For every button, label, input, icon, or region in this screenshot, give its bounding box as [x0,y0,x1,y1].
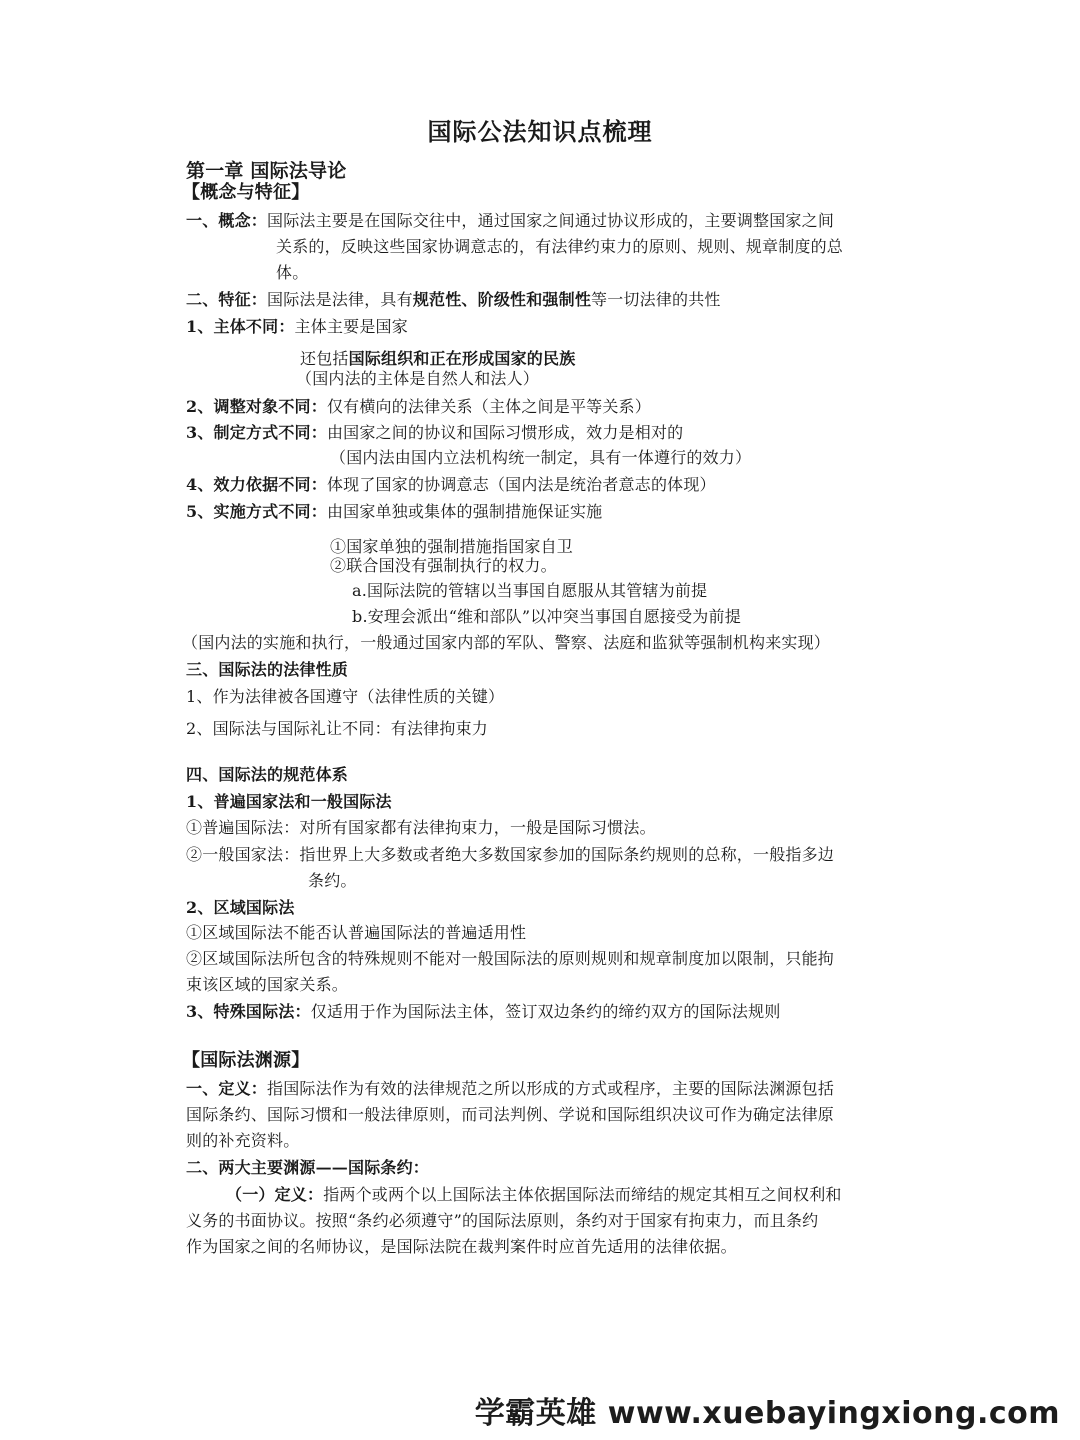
definition-line-3: 则的补充资料。 [186,1131,300,1150]
feature-1-sub [300,348,575,370]
feature-2-label: 2、调整对象不同： [186,397,327,416]
treaty-text-1: 指两个或两个以上国际法主体依据国际法而缔结的规定其相互之间权利和 [323,1185,842,1204]
feature-2 [186,396,651,418]
nature-item-1: 1、作为法律被各国遵守（法律性质的关键） [186,687,505,706]
feature-3 [186,422,683,444]
concept-label: 一、概念： [186,211,268,230]
feature-5-sub-1: ①国家单独的强制措施指国家自卫 [330,537,574,556]
system-1-item-b-2: 条约。 [308,871,357,890]
system-2-heading: 2、区域国际法 [186,898,295,917]
sources-heading: 二、两大主要渊源——国际条约： [186,1158,430,1177]
feature-1-sub-bold: 国际组织和正在形成国家的民族 [348,349,576,368]
feature-5-sub-a: a.国际法院的管辖以当事国自愿服从其管辖为前提 [352,581,708,600]
feature-label: 二、特征： [186,290,268,309]
definition-label: 一、定义： [186,1079,268,1098]
system-2-item-b-2: 束该区域的国家关系。 [186,975,349,994]
nature-heading: 三、国际法的法律性质 [186,660,349,679]
system-3-text: 仅适用于作为国际法主体，签订双边条约的缔约双方的国际法规则 [310,1002,781,1021]
treaty-label: （一）定义： [226,1185,324,1204]
system-2-item-b-1: ②区域国际法所包含的特殊规则不能对一般国际法的原则规则和规章制度加以限制，只能拘 [186,949,835,968]
feature-5-label: 5、实施方式不同： [186,502,327,521]
watermark-text: 学霸英雄 www.xuebayingxiong.com [474,1396,1060,1431]
concept-text-1: 国际法主要是在国际交往中，通过国家之间通过协议形成的，主要调整国家之间 [267,211,835,230]
feature-1-sub-pre: 还包括 [300,349,349,368]
concept-line-3: 体。 [276,263,309,282]
feature-1-sub-2: （国内法的主体是自然人和法人） [296,369,540,388]
feature-4 [186,474,716,496]
feature-3-text: 由国家之间的协议和国际习惯形成，效力是相对的 [326,423,684,442]
definition-line-1 [186,1078,834,1100]
nature-item-2: 2、国际法与国际礼让不同：有法律拘束力 [186,719,488,738]
definition-line-2: 国际条约、国际习惯和一般法律原则，而司法判例、学说和国际组织决议可作为确定法律原 [186,1105,835,1124]
feature-1-text: 主体主要是国家 [294,317,408,336]
system-1-item-b-1: ②一般国家法：指世界上大多数或者绝大多数国家参加的国际条约规则的总称，一般指多边 [186,845,835,864]
document-title: 国际公法知识点梳理 [427,118,653,146]
feature-5-sub-2: ②联合国没有强制执行的权力。 [330,556,557,575]
system-3-label: 3、特殊国际法： [186,1002,311,1021]
feature-3-sub: （国内法由国内立法机构统一制定，具有一体遵行的效力） [330,448,752,467]
feature-1 [186,316,408,338]
section-heading-concept: 【概念与特征】 [182,182,310,203]
system-1-heading: 1、普遍国家法和一般国际法 [186,792,392,811]
feature-post: 等一切法律的共性 [591,290,721,309]
chapter-heading: 第一章 国际法导论 [186,160,347,182]
treaty-line-3: 作为国家之间的名师协议，是国际法院在裁判案件时应首先适用的法律依据。 [186,1237,737,1256]
feature-pre: 国际法是法律，具有 [267,290,413,309]
concept-line-1 [186,210,834,232]
feature-5 [186,501,602,523]
feature-4-label: 4、效力依据不同： [186,475,327,494]
feature-1-label: 1、主体不同： [186,317,295,336]
feature-5-note: （国内法的实施和执行，一般通过国家内部的军队、警察、法庭和监狱等强制机构来实现） [182,633,831,652]
section-heading-source: 【国际法渊源】 [182,1050,310,1071]
treaty-line-1 [226,1184,842,1206]
feature-4-text: 体现了国家的协调意志（国内法是统治者意志的体现） [326,475,716,494]
concept-line-2: 关系的，反映这些国家协调意志的，有法律约束力的原则、规则、规章制度的总 [276,237,844,256]
feature-line [186,289,721,311]
system-2-item-a: ①区域国际法不能否认普遍国际法的普遍适用性 [186,923,527,942]
feature-3-label: 3、制定方式不同： [186,423,327,442]
system-3 [186,1001,781,1023]
feature-bold: 规范性、阶级性和强制性 [412,290,592,309]
feature-2-text: 仅有横向的法律关系（主体之间是平等关系） [326,397,651,416]
feature-5-text: 由国家单独或集体的强制措施保证实施 [326,502,603,521]
system-heading: 四、国际法的规范体系 [186,765,349,784]
feature-5-sub-b: b.安理会派出“维和部队”以冲突当事国自愿接受为前提 [352,607,741,626]
definition-text-1: 指国际法作为有效的法律规范之所以形成的方式或程序，主要的国际法渊源包括 [267,1079,835,1098]
system-1-item-a: ①普遍国际法：对所有国家都有法律拘束力，一般是国际习惯法。 [186,818,656,837]
treaty-line-2: 义务的书面协议。按照“条约必须遵守”的国际法原则，条约对于国家有拘束力，而且条约 [186,1211,819,1230]
